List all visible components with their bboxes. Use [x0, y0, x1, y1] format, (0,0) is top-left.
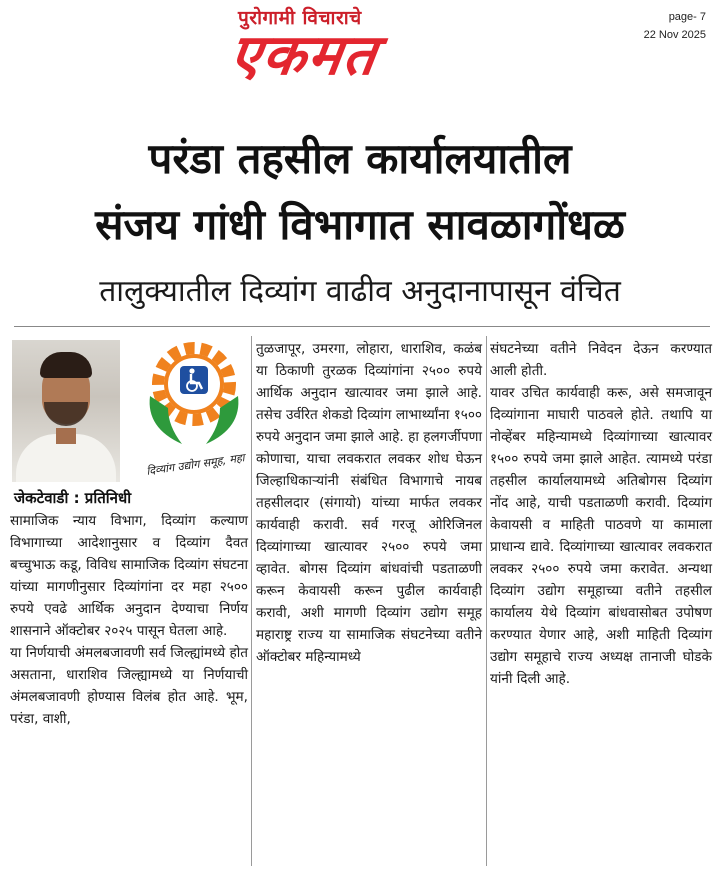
masthead-tagline: पुरोगामी विचाराचे: [238, 7, 362, 29]
publication-date: 22 Nov 2025: [643, 29, 706, 41]
article-column-3: [490, 338, 712, 690]
newspaper-logo: एकमत: [225, 23, 383, 88]
masthead: [0, 0, 720, 96]
byline: जेकटेवाडी : प्रतिनिधी: [14, 489, 132, 507]
page-number: page- 7: [668, 11, 706, 23]
emblem-caption: दिव्यांग उद्योग समूह, महा: [145, 451, 246, 478]
wheelchair-icon: [180, 366, 208, 394]
headline-divider: [14, 326, 710, 327]
headline-line-2: संजय गांधी विभागात सावळागोंधळ: [95, 200, 625, 249]
paragraph: यावर उचित कार्यवाही करू, असे समजावून दिव्यांगाना माघारी पाठवले होते. तथापि या नोव्हेंबर महिन्यामध्ये दिव्यांगाच्या खात्यावर १५०० रुपये जमा झाले आहेत. त्यामध्ये परंडा तहसील कार्यालयामध्ये अतिबोगस दिव्यांग नोंद आहे, याची पडताळणी करावी. दिव्यांग केवायसी व माहिती पाठवणे या कामाला प्राधान्य द्यावे. दिव्यांगाच्या खात्यावर लवकरात लवकर २५०० रुपये जमा करावेत. अन्यथा दिव्यांग उद्योग समूहाच्या वतीने तहसील कार्यालय येथे दिव्यांग बांधवासोबत उपोषण करण्यात येणार आहे, अशी माहिती दिव्यांग उद्योग समूहाचे राज्य अध्यक्ष तानाजी घोडके यांनी दिली आहे.: [490, 385, 712, 687]
divyang-udyog-samuh-emblem: [124, 336, 264, 484]
headline-line-1: परंडा तहसील कार्यालयातील: [148, 134, 572, 183]
paragraph: सामाजिक न्याय विभाग, दिव्यांग कल्याण विभागाच्या आदेशानुसार व दिव्यांग दैवत बच्चुभाऊ कडू, विविध सामाजिक दिव्यांग संघटना यांच्या मागणीनुसार दिव्यांगांना दर महा २५०० रुपये एवढे आर्थिक अनुदान देण्याचा निर्णय शासनाने ऑक्टोबर २०२५ पासून घेतला आहे.: [10, 513, 248, 639]
column-divider: [251, 336, 252, 866]
column-divider: [486, 336, 487, 866]
paragraph: संघटनेच्या वतीने निवेदन देऊन करण्यात आली होती.: [490, 341, 712, 379]
paragraph: तुळजापूर, उमरगा, लोहारा, धाराशिव, कळंब या ठिकाणी तुरळक दिव्यांगांना २५०० रुपये आर्थिक अनुदान खात्यावर जमा झाले आहे. तसेच उर्वरित शेकडो दिव्यांग लाभार्थ्यांना १५०० रुपये अनुदान जमा झाले आहे. हा हलगर्जीपणा कोणाचा, याचा लवकरात लवकर शोध घेऊन जिल्हाधिकाऱ्यांनी संबंधित विभागाचे नायब तहसीलदार (संगायो) यांच्या मार्फत लवकर कार्यवाही करावी. सर्व गरजू ओरिजिनल दिव्यांगाच्या खात्यावर २५०० रुपये जमा व्हावेत. बोगस दिव्यांग बांधवांची पडताळणी करून केवायसी करून पुढील कार्यवाही करावी, अशी मागणी दिव्यांग उद्योग समूह महाराष्ट्र राज्य या सामाजिक संघटनेच्या वतीने ऑक्टोबर महिन्यामध्ये: [256, 341, 482, 665]
sub-headline: तालुक्यातील दिव्यांग वाढीव अनुदानापासून वंचित: [99, 274, 621, 309]
page-meta: [644, 8, 706, 44]
reporter-photo: [12, 340, 120, 482]
paragraph: या निर्णयाची अंमलबजावणी सर्व जिल्ह्यांमध्ये होत असताना, धाराशिव जिल्ह्यामध्ये या निर्णयाची अंमलबजावणी होण्यास विलंब होत आहे. भूम, परंडा, वाशी,: [10, 645, 248, 727]
article-column-2: [256, 338, 482, 668]
article-column-1: [10, 510, 248, 730]
